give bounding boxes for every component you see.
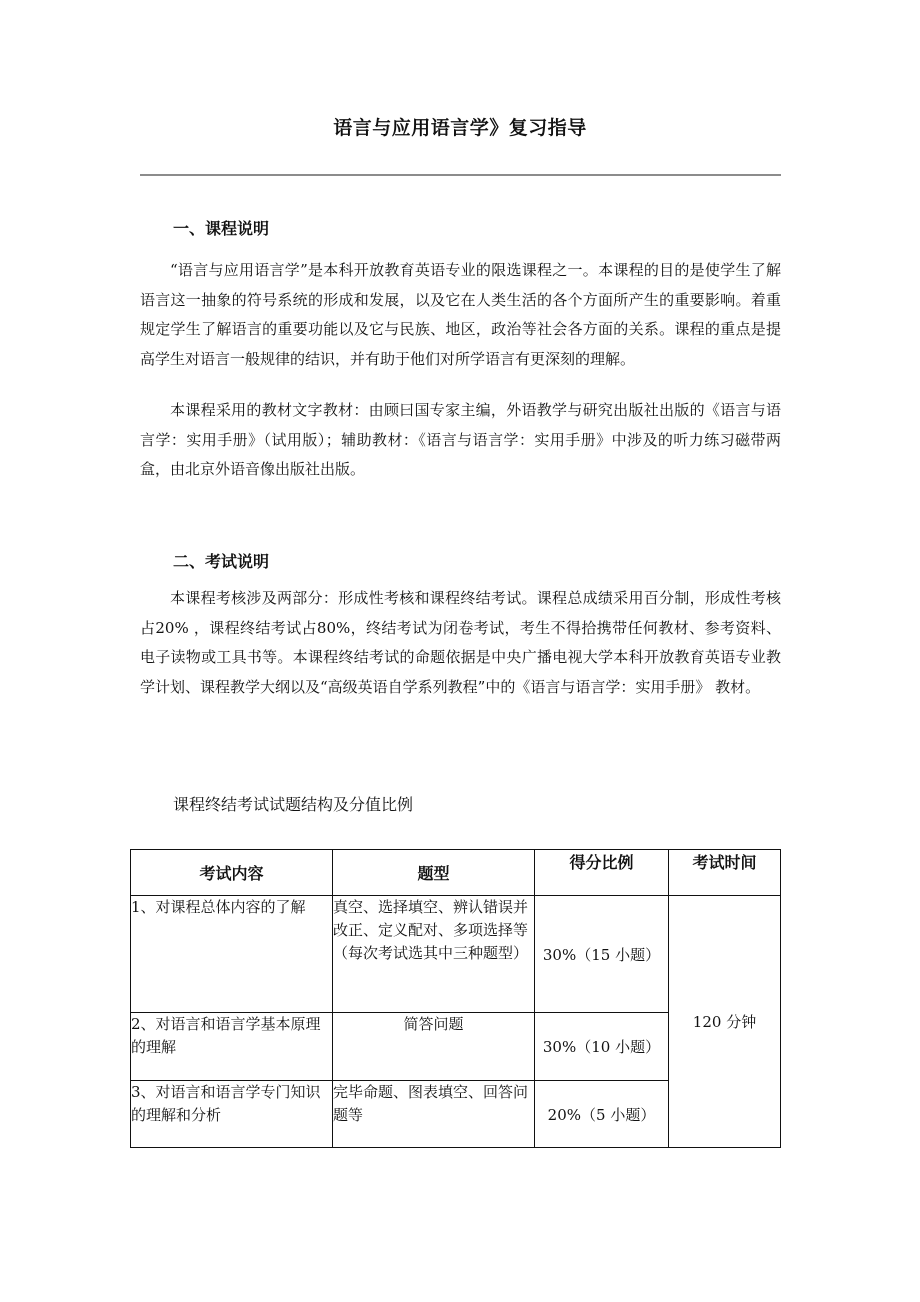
header-question-type: 题型 xyxy=(333,850,535,896)
header-exam-time: 考试时间 xyxy=(669,850,781,896)
row-content-cell: 1、对课程总体内容的了解 xyxy=(131,896,333,1013)
table-row xyxy=(131,896,781,1013)
row-type-cell: 完毕命题、图表填空、回答问题等 xyxy=(333,1081,535,1148)
textbook-paragraph: 本课程采用的教材文字教材：由顾曰国专家主编，外语教学与研究出版社出版的《语言与语言学：实用手册》（试用版）；辅助教材：《语言与语言学：实用手册》中涉及的听力练习磁带两盒，由北京外语音像出版社出版。 xyxy=(140,401,781,478)
row-type-cell: 简答问题 xyxy=(333,1013,535,1081)
header-exam-content: 考试内容 xyxy=(131,850,333,896)
section-heading-course: 一、课程说明 xyxy=(173,219,270,238)
section-heading-exam: 二、考试说明 xyxy=(173,552,270,571)
exam-structure-table xyxy=(130,849,781,1148)
row-content-cell: 3、对语言和语言学专门知识的理解和分析 xyxy=(131,1081,333,1148)
course-description-paragraph: “语言与应用语言学”是本科开放教育英语专业的限选课程之一。本课程的目的是使学生了解语言这一抽象的符号系统的形成和发展，以及它在人类生活的各个方面所产生的重要影响。着重规定学生了解语言的重要功能以及它与民族、地区，政治等社会各方面的关系。课程的重点是提高学生对语言一般规律的结识，并有助于他们对所学语言有更深刻的理解。 xyxy=(140,261,781,368)
row-ratio-cell: 30%（15 小题） xyxy=(535,896,669,1013)
row-ratio-cell: 20%（5 小题） xyxy=(535,1081,669,1148)
exam-description-paragraph: 本课程考核涉及两部分：形成性考核和课程终结考试。课程总成绩采用百分制，形成性考核占20% ，课程终结考试占80%，终结考试为闭卷考试，考生不得拾携带任何教材、参考资料、电子读物或工具书等。本课程终结考试的命题依据是中央广播电视大学本科开放教育英语专业教学计划、课程教学大纲以及“高级英语自学系列教程”中的《语言与语言学：实用手册》 教材。 xyxy=(140,589,781,696)
document-title: 语言与应用语言学》复习指导 xyxy=(333,117,587,139)
table-caption: 课程终结考试试题结构及分值比例 xyxy=(173,795,414,814)
header-score-ratio: 得分比例 xyxy=(535,850,669,896)
exam-time-cell: 120 分钟 xyxy=(669,896,781,1148)
row-ratio-cell: 30%（10 小题） xyxy=(535,1013,669,1081)
table-header-row xyxy=(131,850,781,896)
row-content-cell: 2、对语言和语言学基本原理的理解 xyxy=(131,1013,333,1081)
title-divider xyxy=(140,174,781,176)
row-type-cell: 真空、选择填空、辨认错误并改正、定义配对、多项选择等（每次考试选其中三种题型） xyxy=(333,896,535,1013)
